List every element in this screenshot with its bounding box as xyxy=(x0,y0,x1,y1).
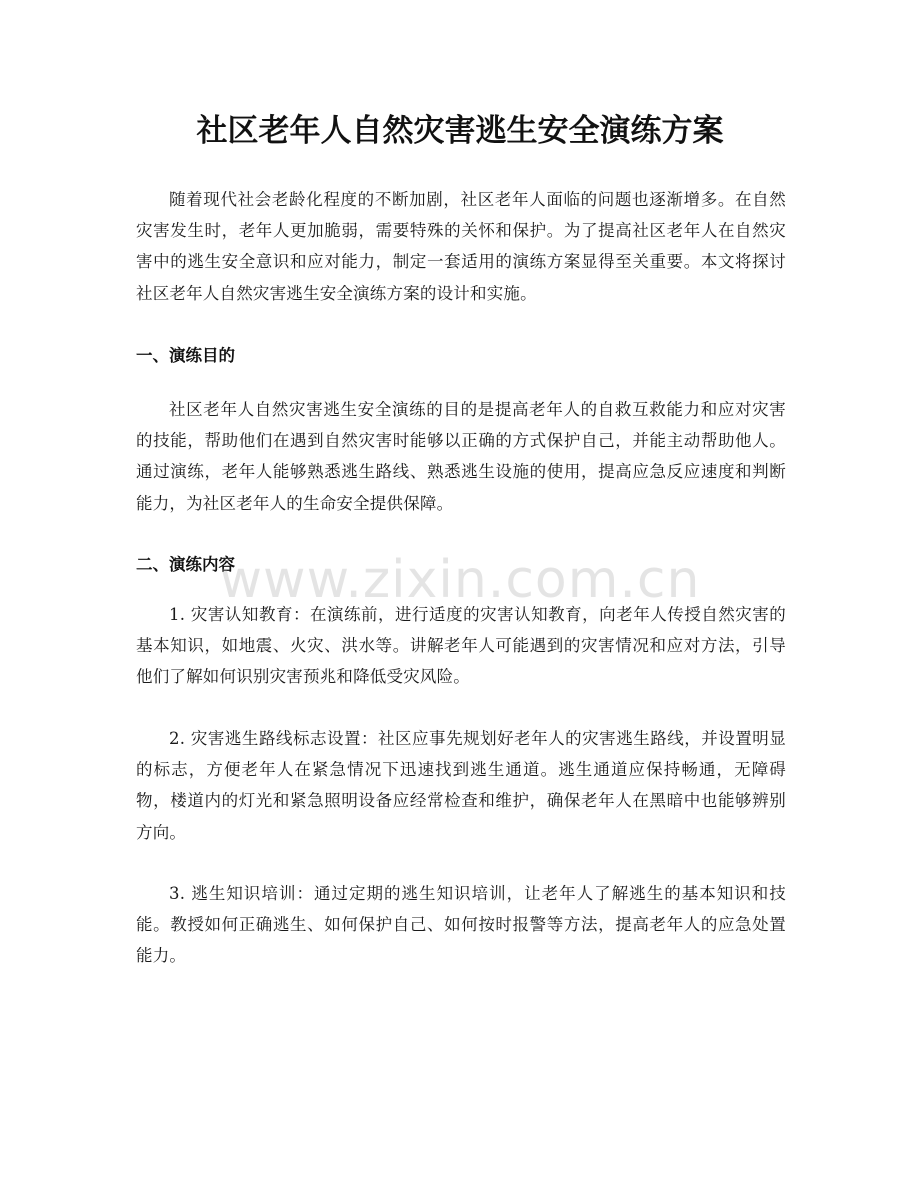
page-title: 社区老年人自然灾害逃生安全演练方案 xyxy=(196,113,724,149)
content-item-1: 1. 灾害认知教育：在演练前，进行适度的灾害认知教育，向老年人传授自然灾害的基本知识，如地震、火灾、洪水等。讲解老年人可能遇到的灾害情况和应对方法，引导他们了解如何识别灾害预兆和降低受灾风险。 xyxy=(136,605,786,687)
section-heading-content: 二、演练内容 xyxy=(136,555,235,574)
watermark-text: www.zixin.com.cn xyxy=(219,550,701,610)
section-heading-purpose: 一、演练目的 xyxy=(136,346,235,365)
intro-paragraph: 随着现代社会老龄化程度的不断加剧，社区老年人面临的问题也逐渐增多。在自然灾害发生时，老年人更加脆弱，需要特殊的关怀和保护。为了提高社区老年人在自然灾害中的逃生安全意识和应对能力，制定一套适用的演练方案显得至关重要。本文将探讨社区老年人自然灾害逃生安全演练方案的设计和实施。 xyxy=(136,190,786,303)
section-purpose-paragraph: 社区老年人自然灾害逃生安全演练的目的是提高老年人的自救互救能力和应对灾害的技能，帮助他们在遇到自然灾害时能够以正确的方式保护自己，并能主动帮助他人。通过演练，老年人能够熟悉逃生路线、熟悉逃生设施的使用，提高应急反应速度和判断能力，为社区老年人的生命安全提供保障。 xyxy=(136,400,786,513)
content-item-3: 3. 逃生知识培训：通过定期的逃生知识培训，让老年人了解逃生的基本知识和技能。教授如何正确逃生、如何保护自己、如何按时报警等方法，提高老年人的应急处置能力。 xyxy=(136,884,786,966)
content-item-2: 2. 灾害逃生路线标志设置：社区应事先规划好老年人的灾害逃生路线，并设置明显的标志，方便老年人在紧急情况下迅速找到逃生通道。逃生通道应保持畅通，无障碍物，楼道内的灯光和紧急照明设备应经常检查和维护，确保老年人在黑暗中也能够辨别方向。 xyxy=(136,729,786,842)
